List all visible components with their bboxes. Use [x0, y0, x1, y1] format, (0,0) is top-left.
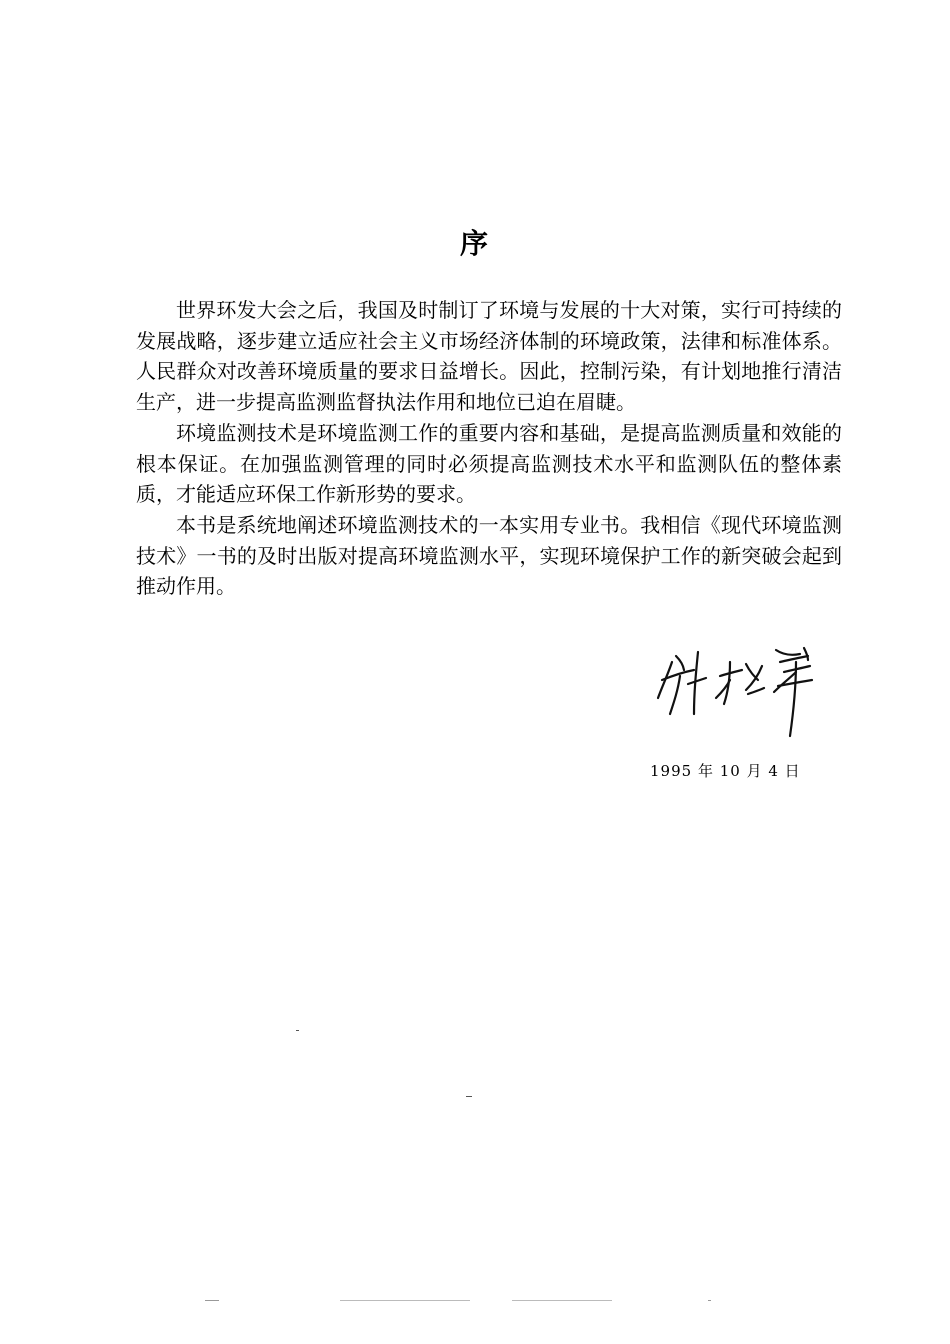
handwritten-signature: [650, 632, 830, 742]
scan-speck: [512, 1300, 612, 1301]
paragraph-3: 本书是系统地阐述环境监测技术的一本实用专业书。我相信《现代环境监测技术》一书的及时出版对提高环境监测水平，实现环境保护工作的新突破会起到推动作用。: [136, 512, 842, 599]
preface-title: 序: [459, 227, 490, 260]
signature-date: 1995 年 10 月 4 日: [650, 762, 801, 780]
scan-speck: [296, 1030, 299, 1031]
preface-body: [136, 295, 842, 602]
paragraph-2: 环境监测技术是环境监测工作的重要内容和基础，是提高监测质量和效能的根本保证。在加强监测管理的同时必须提高监测技术水平和监测队伍的整体素质，才能适应环保工作新形势的要求。: [136, 420, 842, 507]
scan-speck: [340, 1300, 470, 1301]
scan-speck: [466, 1096, 472, 1097]
paragraph-1: 世界环发大会之后，我国及时制订了环境与发展的十大对策，实行可持续的发展战略，逐步建立适应社会主义市场经济体制的环境政策，法律和标准体系。人民群众对改善环境质量的要求日益增长。因此，控制污染，有计划地推行清洁生产，进一步提高监测监督执法作用和地位已迫在眉睫。: [136, 298, 842, 415]
scan-speck: [205, 1300, 219, 1301]
scan-speck: [708, 1300, 711, 1301]
